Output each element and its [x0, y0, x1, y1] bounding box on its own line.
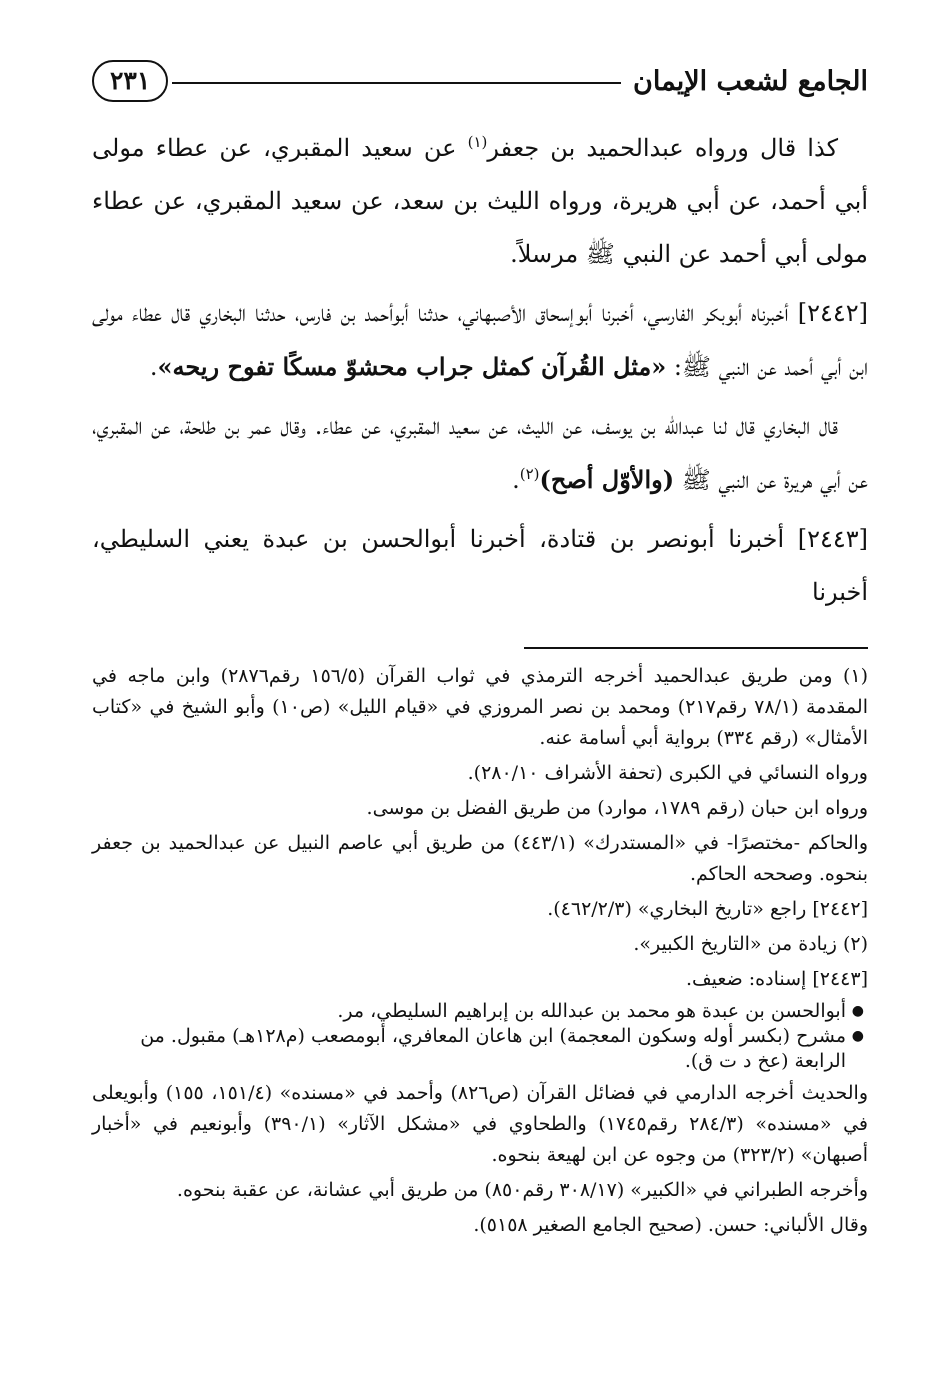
page-header [92, 50, 868, 112]
hadith-2443-text: [٢٤٤٣] أخبرنا أبونصر بن قتادة، أخبرنا أبوالحسن بن عبدة يعني السليطي، أخبرنا [92, 525, 868, 606]
bullet-icon: ● [851, 1003, 864, 1019]
narrator-1: أبوالحسن بن عبدة هو محمد بن عبدالله بن إبراهيم السليطي، مر. [337, 1000, 846, 1022]
main-text [92, 122, 868, 619]
footnotes [92, 661, 868, 1241]
footnote-1: (١) ومن طريق عبدالحميد أخرجه الترمذي في ثواب القرآن (١٥٦/٥ رقم٢٨٧٦) وابن ماجه في المقدمة (٧٨/١ رقم٢١٧) ومحمد بن نصر المروزي في «قيام الليل» (ص١٠) وأبو الشيخ في «كتاب الأمثال» (رقم ٣٣٤) برواية أبي أسامة عنه. [92, 665, 868, 749]
bullet-icon: ● [851, 1028, 864, 1044]
narrator-2: مشرح (بكسر أوله وسكون المعجمة) ابن هاعان المعافري، أبومصعب (م١٢٨هـ) مقبول. من الرابعة (عخ د ت ق). [140, 1025, 846, 1072]
list-item [92, 999, 868, 1024]
list-item [92, 1024, 868, 1074]
running-title: الجامع لشعب الإيمان [633, 65, 868, 97]
footnote-ref-1: (١) [467, 133, 488, 151]
paragraph-1 [92, 122, 868, 281]
paragraph-1-text-b: عن سعيد المقبري، عن عطاء مولى أبي أحمد، عن أبي هريرة، ورواه الليث بن سعد، عن سعيد المقبري، عن عطاء مولى أبي أحمد عن النبي ﷺ مرسلاً. [92, 134, 868, 268]
footnote-takhrij: والحديث أخرجه الدارمي في فضائل القرآن (ص٨٢٦) وأحمد في «مسنده» (١٥١/٤، ١٥٥) وأبويعلى في «مسنده» (٢٨٤/٣ رقم١٧٤٥) والطحاوي في «مشكل الآثار» (٣٩٠/١) وأبونعيم في «أخبار أصبهان» (٣٢٣/٢) من وجوه عن ابن لهيعة بنحوه. [92, 1082, 869, 1166]
footnote-ref-2: (٢) [519, 465, 540, 483]
page-number: ٢٣١ [92, 60, 168, 102]
paragraph-1-text-a: كذا قال ورواه عبدالحميد بن جعفر [487, 134, 838, 162]
hadith-2442-matn: «مثل القُرآن كمثل جراب محشوّ مسكًا تفوح ريحه» [157, 352, 667, 381]
footnote-1-ibn-hibban: ورواه ابن حبان (رقم ١٧٨٩، موارد) من طريق الفضل بن موسى. [366, 797, 868, 819]
hadith-2442 [92, 287, 868, 394]
footnote-2443: [٢٤٤٣] إسناده: ضعيف. [685, 968, 868, 990]
page [92, 50, 868, 1245]
footnote-albani: وقال الألباني: حسن. (صحيح الجامع الصغير ٥١٥٨). [473, 1214, 868, 1236]
paragraph-3-end: . [512, 466, 520, 494]
narrator-list [92, 999, 868, 1074]
header-rule [172, 82, 621, 84]
footnote-2442: [٢٤٤٢] راجع «تاريخ البخاري» (٤٦٢/٢/٣). [547, 898, 868, 920]
hadith-2442-end: . [149, 353, 158, 381]
hadith-2443 [92, 513, 868, 619]
hadith-2442-text: [٢٤٤٢] أخبرناه أبوبكر الفارسي، أخبرنا أبوإسحاق الأصبهاني، حدثنا أبوأحمد بن فارس، حدثنا البخاري قال عطاء مولى ابن أبي أحمد عن النبي ﷺ: [92, 299, 868, 381]
footnote-1-nasai: ورواه النسائي في الكبرى (تحفة الأشراف ٢٨٠/١٠). [467, 762, 868, 784]
paragraph-3-text: قال البخاري قال لنا عبدالله بن يوسف، عن الليث، عن سعيد المقبري، عن عطاء. وقال عمر بن طلحة، عن المقبري، عن أبي هريرة عن النبي ﷺ [92, 412, 868, 494]
paragraph-3 [92, 400, 868, 507]
footnote-separator [524, 647, 868, 649]
footnote-1-hakim: والحاكم -مختصرًا- في «المستدرك» (٤٤٣/١) من طريق أبي عاصم النبيل عن عبدالحميد بن جعفر بنحوه. وصححه الحاكم. [92, 832, 868, 885]
paragraph-3-bold: (والأوّل أصح) [539, 465, 675, 494]
footnote-tabarani: وأخرجه الطبراني في «الكبير» (٣٠٨/١٧ رقم٨٥٠) من طريق أبي عشانة، عن عقبة بنحوه. [176, 1179, 868, 1201]
footnote-2: (٢) زيادة من «التاريخ الكبير». [633, 933, 868, 955]
